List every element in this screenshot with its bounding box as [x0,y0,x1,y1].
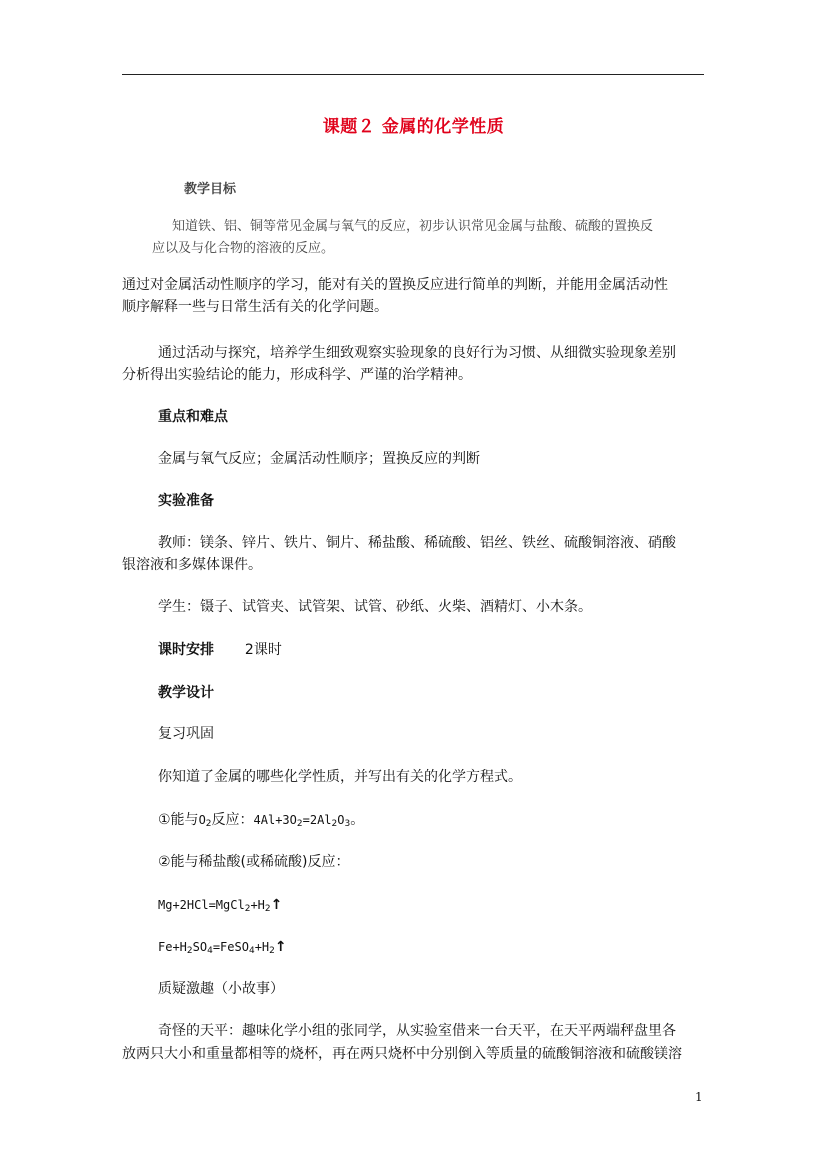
eq1-a-sub: 2 [244,904,251,914]
goal2-line2: 顺序解释一些与日常生活有关的化学问题。 [122,299,388,315]
key-points-text: 金属与氧气反应；金属活动性顺序；置换反应的判断 [158,451,480,467]
eq2-c: =FeSO [212,940,249,954]
item1-oxygen-reaction [158,810,364,830]
teacher-materials-line2: 银溶液和多媒体课件。 [122,557,262,573]
goal1-line2: 应以及与化合物的溶液的反应。 [152,241,335,256]
item1-o: O [198,813,206,827]
header-rule [122,74,704,75]
item2-acid-reaction: ②能与稀盐酸(或稀硫酸)反应： [158,854,350,870]
gas-up-arrow-icon: ↑ [274,939,287,955]
item1-eq-c-sub: 3 [344,819,351,829]
eq2-b: SO [192,940,208,954]
section-heading-schedule: 课时安排 [158,642,214,658]
document-title: 课题２ 金属的化学性质 [322,117,505,137]
eq2-a: Fe+H [158,940,187,954]
story-line1: 奇怪的天平：趣味化学小组的张同学，从实验室借来一台天平，在天平两端秤盘里各 [158,1023,676,1039]
equation-fe-h2so4 [158,937,287,957]
item1-end: 。 [350,812,365,828]
item1-eq-a-sub: 2 [296,819,303,829]
section-heading-design: 教学设计 [158,685,214,701]
eq1-b: +H [250,898,265,912]
goal2-line1: 通过对金属活动性顺序的学习，能对有关的置换反应进行简单的判断，并能用金属活动性 [122,277,668,293]
item1-prefix: ①能与 [158,812,199,828]
teacher-materials-line1: 教师：镁条、锌片、铁片、铜片、稀盐酸、稀硫酸、铝丝、铁丝、硫酸铜溶液、硝酸 [158,535,676,551]
item1-o-sub: 2 [205,819,212,829]
eq2-b-sub: 4 [207,946,213,956]
schedule-value: 2课时 [244,642,282,658]
review-question: 你知道了金属的哪些化学性质，并写出有关的化学方程式。 [158,769,522,785]
eq1-a: Mg+2HCl=MgCl [158,898,245,912]
review-heading: 复习巩固 [158,726,214,742]
section-heading-goals: 教学目标 [184,182,237,197]
goal1-line1: 知道铁、铝、铜等常见金属与氧气的反应，初步认识常见金属与盐酸、硫酸的置换反 [172,219,654,234]
student-materials: 学生：镊子、试管夹、试管架、试管、砂纸、火柴、酒精灯、小木条。 [158,599,592,615]
section-heading-key: 重点和难点 [158,409,228,425]
item1-mid: 反应： [211,812,254,828]
story-heading: 质疑激趣（小故事） [158,981,284,997]
item1-eq-b: =2Al [302,813,332,827]
goal3-line2: 分析得出实验结论的能力，形成科学、严谨的治学精神。 [122,367,472,383]
eq2-a-sub: 2 [186,946,193,956]
eq2-d: +H [254,940,270,954]
item1-eq-b-sub: 2 [331,819,338,829]
page-number: 1 [695,1090,703,1104]
item1-eq-c: O [337,813,345,827]
gas-up-arrow-icon: ↑ [270,897,283,913]
story-line2: 放两只大小和重量都相等的烧杯，再在两只烧杯中分别倒入等质量的硫酸铜溶液和硫酸镁溶 [122,1046,682,1062]
eq2-c-sub: 4 [248,946,255,956]
equation-mg-hcl [158,895,282,915]
eq2-d-sub: 2 [269,946,275,956]
section-heading-prep: 实验准备 [158,493,214,509]
goal3-line1: 通过活动与探究，培养学生细致观察实验现象的良好行为习惯、从细微实验现象差别 [158,345,676,361]
eq1-b-sub: 2 [264,904,271,914]
schedule-row [158,640,282,660]
item1-eq-a: 4Al+3O [253,813,297,827]
